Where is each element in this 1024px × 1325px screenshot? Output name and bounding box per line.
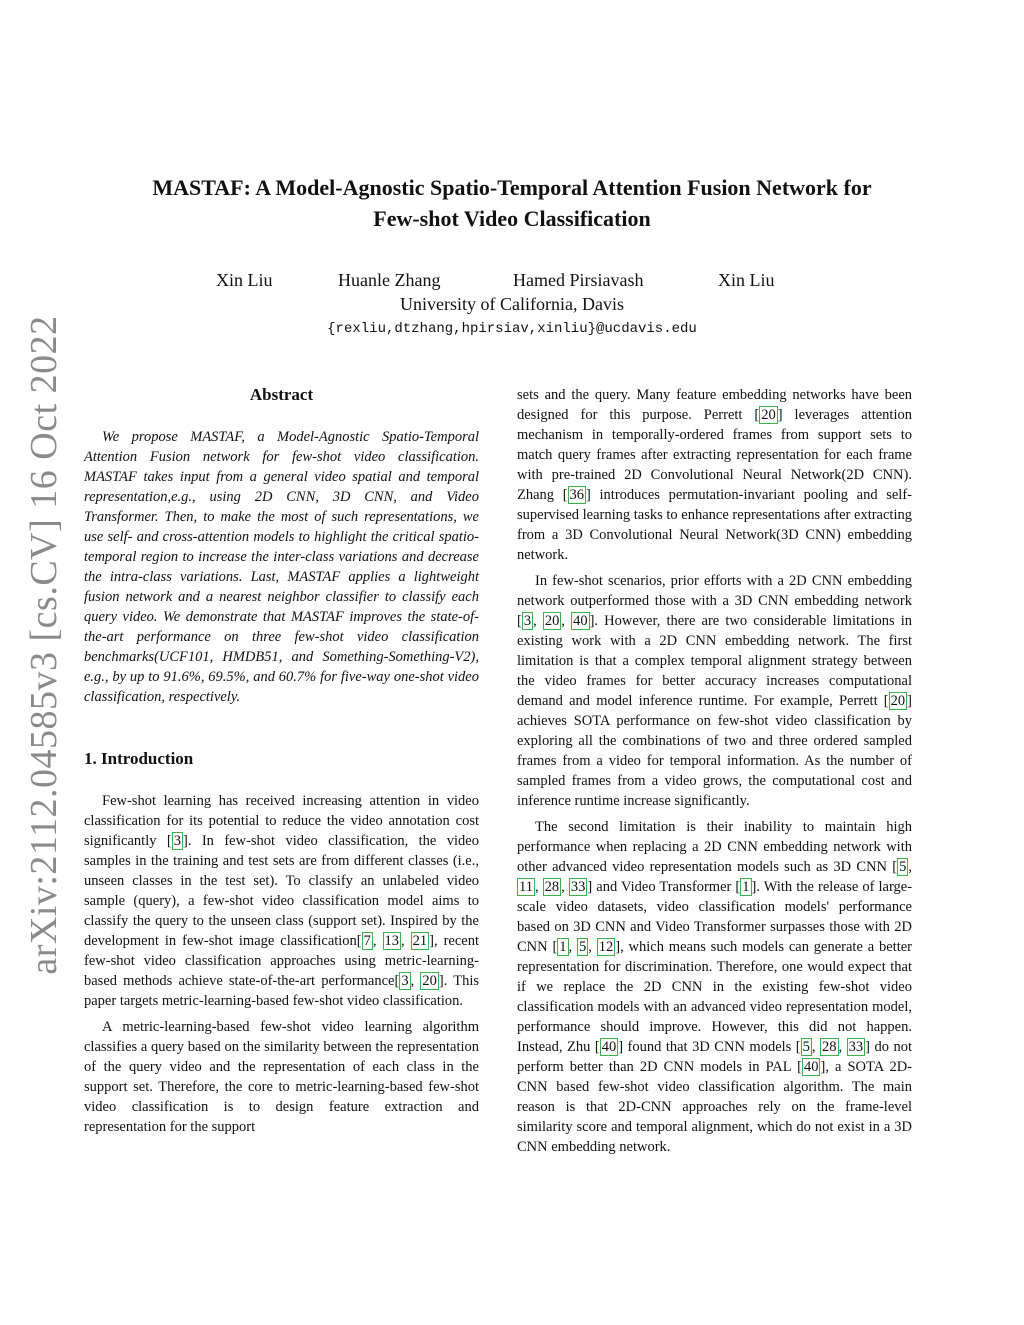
author-3: Hamed Pirsiavash	[513, 270, 644, 290]
citation-link[interactable]: 40	[803, 1059, 819, 1075]
citation-link[interactable]: 33	[848, 1039, 864, 1055]
abstract-text: We propose MASTAF, a Model-Agnostic Spatio-Temporal Attention Fusion network for few-shot video classification. MASTAF takes input from a general video spatial and temporal representation,e.g., using 2D CNN, 3D CNN, and Video Transformer. Then, to make the most of such representations, we use self- and cross-attention models to highlight the critical spatio-temporal region to increase the inter-class variations and decrease the intra-class variations. Last, MASTAF applies a lightweight fusion network and a nearest neighbor classifier to classify each query video. We demonstrate that MASTAF improves the state-of-the-art performance on three few-shot video classification benchmarks(UCF101, HMDB51, and Something-Something-V2), e.g., by up to 91.6%, 69.5%, and 60.7% for five-way one-shot video classification, respectively.	[84, 429, 479, 705]
introduction-heading: 1. Introduction	[84, 749, 194, 768]
citation-link[interactable]: 1	[559, 939, 567, 955]
title-line-1: MASTAF: A Model-Agnostic Spatio-Temporal Attention Fusion Network for	[152, 175, 872, 200]
right-paragraph-3: The second limitation is their inability to maintain high performance when replacing a 2D CNN embedding network with other advanced video representation models such as 3D CNN [ 5 , 11 , 28 , 33 ] and Video Transformer [ 1 ]. With the release of large-scale video datasets, video classification models' performance based on 3D CNN and Video Transformer surpasses those with 2D CNN [ 1 , 5 , 12 ], which means such models can generate a better representation for discrimination. Therefore, one would expect that if we replace the 2D CNN in the existing few-shot video classification models with an advanced video representation model, performance should improve. However, this did not happen. Instead, Zhu [ 40 ] found that 3D CNN models [ 5 , 28 , 33 ] do not perform better than 2D CNN models in PAL [ 40 ], a SOTA 2D-CNN based few-shot video classification algorithm. The main reason is that 2D-CNN approaches rely on the frame-level similarity score and temporal alignment, which do not exist in a 3D CNN embedding network.	[517, 819, 913, 1155]
author-list	[210, 270, 810, 294]
citation-link[interactable]: 28	[822, 1039, 837, 1055]
right-paragraph-1: sets and the query. Many feature embedding networks have been designed for this purpose. Perrett [ 20 ] leverages attention mechanism in temporally-ordered frames from support sets to match query frames after extracting representation for each frame with pre-trained 2D Convolutional Neural Network(2D CNN). Zhang [ 36 ] introduces permutation-invariant pooling and self-supervised learning tasks to enhance representations after extracting from a 3D Convolutional Neural Network(3D CNN) embedding network.	[517, 387, 912, 563]
citation-link[interactable]: 20	[761, 407, 776, 423]
citation-link[interactable]: 21	[412, 933, 428, 949]
citation-link[interactable]: 20	[544, 613, 560, 629]
citation-link[interactable]: 5	[579, 939, 587, 955]
left-column	[84, 385, 479, 1143]
citation-link[interactable]: 40	[601, 1039, 617, 1055]
citation-link[interactable]: 3	[173, 833, 181, 849]
author-1: Xin Liu	[216, 270, 273, 290]
author-emails: {rexliu,dtzhang,hpirsiav,xinliu}@ucdavis.edu	[327, 321, 697, 337]
affiliation: University of California, Davis	[400, 294, 624, 314]
author-2: Huanle Zhang	[338, 270, 441, 290]
abstract-heading: Abstract	[249, 385, 314, 404]
citation-link[interactable]: 3	[523, 613, 532, 629]
citation-link[interactable]: 36	[569, 487, 585, 503]
citation-link[interactable]: 40	[573, 613, 588, 629]
arxiv-identifier: arXiv:2112.04585v3 [cs.CV] 16 Oct 2022	[23, 315, 65, 975]
citation-link[interactable]: 33	[570, 879, 586, 895]
intro-paragraph-2: A metric-learning-based few-shot video learning algorithm classifies a query based on the similarity between the representation of the query video and the representation of each class in the support set. Therefore, the core to metric-learning-based few-shot video classification is to design feature extraction and representation for the support	[84, 1019, 479, 1135]
citation-link[interactable]: 11	[519, 879, 533, 895]
intro-paragraph-1: Few-shot learning has received increasing attention in video classification for its potential to reduce the video annotation cost significantly [ 3 ]. In few-shot video classification, the video samples in the training and test sets are from different classes (i.e., unseen classes in the test set). To classify an unlabeled video sample (query), a few-shot video classification model aims to classify the query to the unseen class (support set). Inspired by the development in few-shot image classification[ 7 , 13 , 21 ], recent few-shot video classification approaches using metric-learning-based methods achieve state-of-the-art performance[ 3 , 20 ]. This paper targets metric-learning-based few-shot video classification.	[84, 793, 480, 1009]
citation-link[interactable]: 12	[598, 939, 614, 955]
paper-title	[80, 172, 944, 234]
citation-link[interactable]: 7	[363, 933, 371, 949]
citation-link[interactable]: 1	[742, 879, 750, 895]
citation-link[interactable]: 20	[890, 693, 906, 709]
citation-link[interactable]: 3	[401, 973, 409, 989]
right-paragraph-2: In few-shot scenarios, prior efforts with a 2D CNN embedding network outperformed those with a 3D CNN embedding network [ 3 , 20 , 40 ]. However, there are two considerable limitations in existing work with a 2D CNN embedding network. The first limitation is that a complex temporal alignment strategy between the video frames for better accuracy increases computational demand and model inference runtime. For example, Perrett [ 20 ] achieves SOTA performance on few-shot video classification by exploring all the combinations of two and three ordered sampled frames from a video for temporal information. As the number of sampled frames from a video grows, the computational cost and inference runtime increase significantly.	[517, 573, 913, 809]
citation-link[interactable]: 20	[422, 973, 437, 989]
right-column	[517, 385, 912, 1163]
author-4: Xin Liu	[718, 270, 775, 290]
citation-link[interactable]: 13	[384, 933, 400, 949]
citation-link[interactable]: 5	[802, 1039, 810, 1055]
citation-link[interactable]: 28	[544, 879, 560, 895]
title-line-2: Few-shot Video Classification	[373, 206, 651, 231]
citation-link[interactable]: 5	[899, 859, 907, 875]
